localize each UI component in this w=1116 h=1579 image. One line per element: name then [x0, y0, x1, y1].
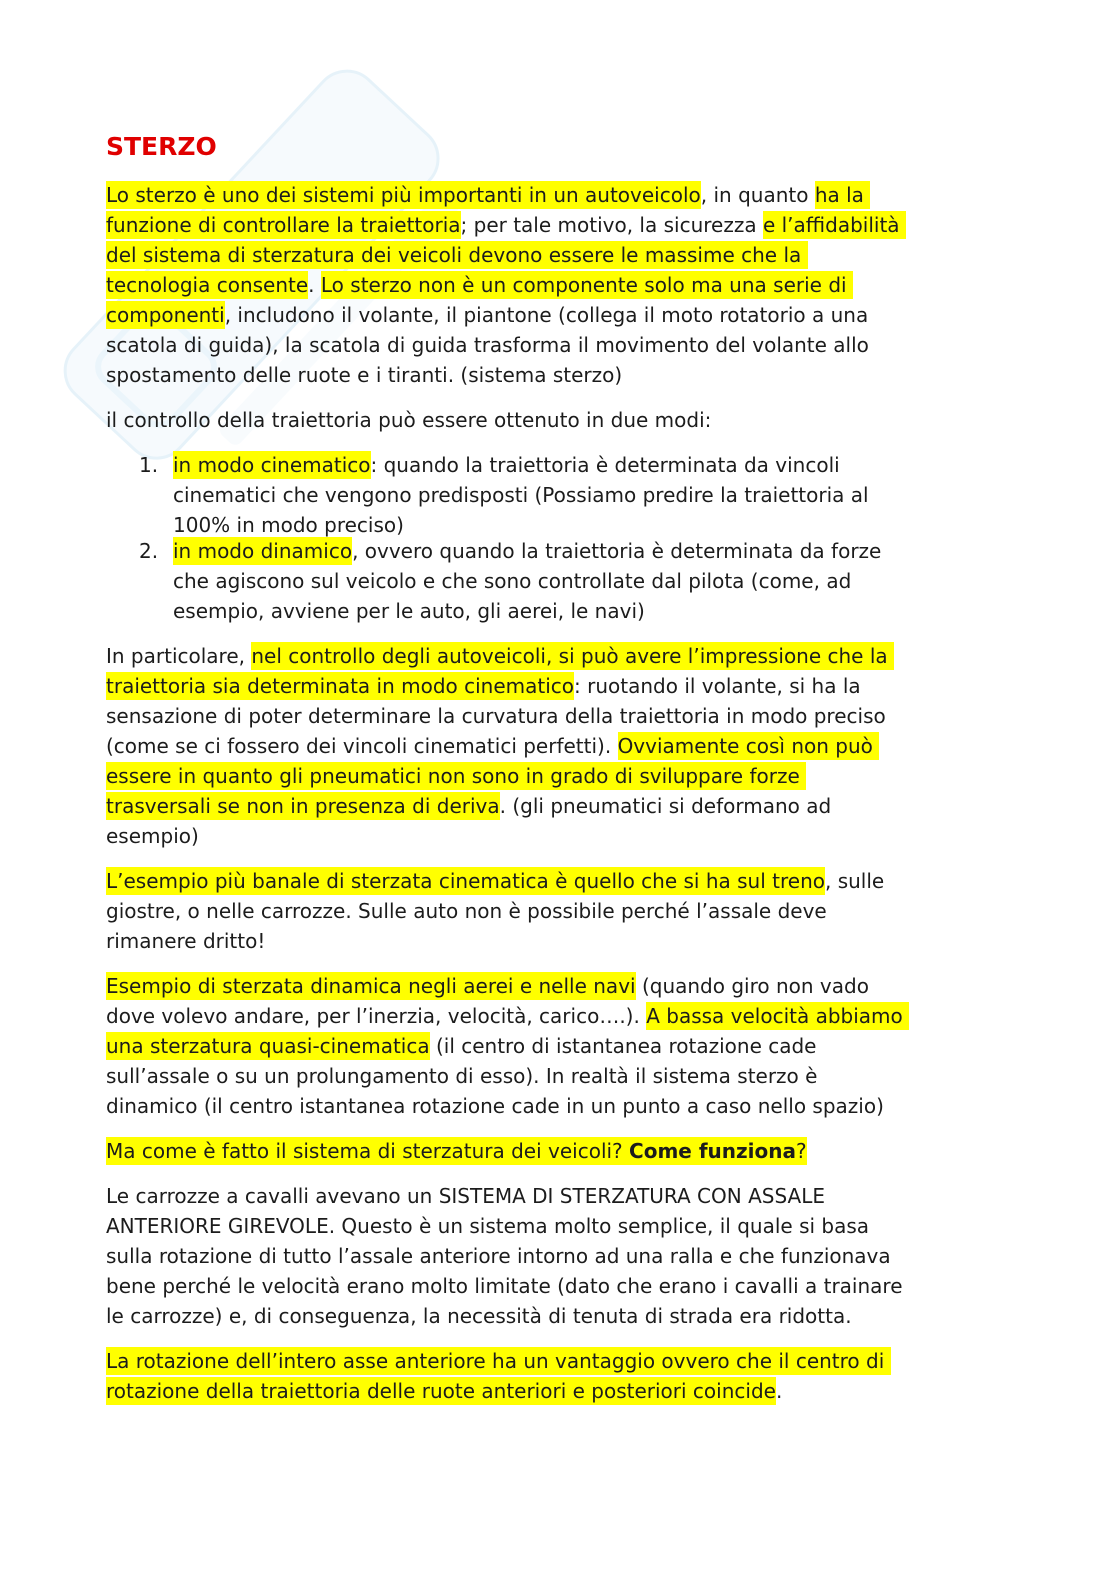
- text-line: [106, 641, 1086, 671]
- numbered-list: [106, 450, 1086, 626]
- text-line: [106, 1346, 1086, 1376]
- text-line: [173, 536, 1086, 566]
- body-text: : quando la traiettoria è determinata da vincoli: [370, 453, 840, 477]
- body-text: , in quanto: [700, 183, 815, 207]
- text-line: [173, 596, 1086, 626]
- paragraph: [106, 1346, 1086, 1406]
- body-text: : ruotando il volante, si ha la: [574, 674, 861, 698]
- body-text: spostamento delle ruote e i tiranti. (sistema sterzo): [106, 363, 623, 387]
- body-text: .: [775, 1379, 783, 1403]
- text-line: [106, 210, 1086, 240]
- highlighted-text: del sistema di sterzatura dei veicoli devono essere le massime che la: [106, 243, 808, 267]
- body-text: ANTERIORE GIREVOLE. Questo è un sistema molto semplice, il quale si basa: [106, 1214, 870, 1238]
- paragraph: [106, 180, 1086, 390]
- body-text: sull’assale o su un prolungamento di esso). In realtà il sistema sterzo è: [106, 1064, 818, 1088]
- highlighted-text: ha la: [814, 183, 871, 207]
- paragraph: [106, 971, 1086, 1121]
- body-text: 100% in modo preciso): [173, 513, 404, 537]
- body-text: rimanere dritto!: [106, 929, 266, 953]
- text-line: [106, 1376, 1086, 1406]
- highlighted-text: tecnologia consente: [106, 273, 309, 297]
- body-text: In particolare,: [106, 644, 252, 668]
- text-line: [106, 1181, 1086, 1211]
- body-text: (come se ci fossero dei vincoli cinematici perfetti).: [106, 734, 618, 758]
- body-text: che agiscono sul veicolo e che sono controllate dal pilota (come, ad: [173, 569, 852, 593]
- body-text: , sulle: [824, 869, 885, 893]
- highlighted-text: Lo sterzo è uno dei sistemi più importanti in un autoveicolo: [106, 183, 701, 207]
- text-line: [106, 1061, 1086, 1091]
- text-line: [106, 1091, 1086, 1121]
- page-title: STERZO: [106, 132, 217, 161]
- text-line: [106, 971, 1086, 1001]
- text-line: [106, 300, 1086, 330]
- text-line: [106, 896, 1086, 926]
- body-text: esempio): [106, 824, 199, 848]
- body-text: (il centro di istantanea rotazione cade: [429, 1034, 817, 1058]
- text-line: [106, 1001, 1086, 1031]
- highlighted-text: componenti: [106, 303, 225, 327]
- body-text: il controllo della traiettoria può essere ottenuto in due modi:: [106, 408, 712, 432]
- text-line: [173, 450, 1086, 480]
- paragraph: [106, 866, 1086, 956]
- body-text: , ovvero quando la traiettoria è determinata da forze: [352, 539, 882, 563]
- body-text: giostre, o nelle carrozze. Sulle auto non è possibile perché l’assale deve: [106, 899, 827, 923]
- body-text: , includono il volante, il piantone (collega il moto rotatorio a una: [224, 303, 869, 327]
- body-text: (quando giro non vado: [635, 974, 869, 998]
- text-line: [106, 405, 1086, 435]
- text-line: [106, 1241, 1086, 1271]
- paragraph: [106, 1181, 1086, 1331]
- body-text: . (gli pneumatici si deformano ad: [499, 794, 832, 818]
- text-line: [106, 761, 1086, 791]
- highlighted-text: Come funziona: [629, 1139, 796, 1163]
- list-item: [106, 450, 1086, 540]
- body-text: le carrozze) e, di conseguenza, la necessità di tenuta di strada era ridotta.: [106, 1304, 852, 1328]
- highlighted-text: Lo sterzo non è un componente solo ma una serie di: [320, 273, 853, 297]
- content-blocks: [106, 180, 1086, 1406]
- body-text: esempio, avviene per le auto, gli aerei, le navi): [173, 599, 645, 623]
- text-line: [106, 360, 1086, 390]
- text-line: [106, 866, 1086, 896]
- body-text: sulla rotazione di tutto l’assale anteriore intorno ad una ralla e che funzionava: [106, 1244, 891, 1268]
- highlighted-text: rotazione della traiettoria delle ruote anteriori e posteriori coincide: [106, 1379, 776, 1403]
- highlighted-text: e l’affidabilità: [762, 213, 906, 237]
- highlighted-text: nel controllo degli autoveicoli, si può avere l’impressione che la: [251, 644, 895, 668]
- text-line: [106, 240, 1086, 270]
- body-text: ; per tale motivo, la sicurezza: [460, 213, 763, 237]
- list-number: 1.: [139, 453, 159, 477]
- body-text: Le carrozze a cavalli avevano un SISTEMA DI STERZATURA CON ASSALE: [106, 1184, 825, 1208]
- body-text: .: [308, 273, 321, 297]
- paragraph: [106, 641, 1086, 851]
- text-line: [106, 701, 1086, 731]
- highlighted-text: Ma come è fatto il sistema di sterzatura dei veicoli?: [106, 1139, 630, 1163]
- text-line: [106, 671, 1086, 701]
- list-item: [106, 536, 1086, 626]
- text-line: [173, 566, 1086, 596]
- body-text: scatola di guida), la scatola di guida trasforma il movimento del volante allo: [106, 333, 869, 357]
- text-line: [106, 821, 1086, 851]
- body-text: dinamico (il centro istantanea rotazione cade in un punto a caso nello spazio): [106, 1094, 884, 1118]
- body-text: dove volevo andare, per l’inerzia, velocità, carico….).: [106, 1004, 647, 1028]
- document-body: [106, 132, 1086, 1421]
- highlighted-text: A bassa velocità abbiamo: [646, 1004, 910, 1028]
- text-line: [106, 270, 1086, 300]
- highlighted-text: La rotazione dell’intero asse anteriore ha un vantaggio ovvero che il centro di: [106, 1349, 891, 1373]
- text-line: [106, 791, 1086, 821]
- text-line: [106, 1301, 1086, 1331]
- paragraph: [106, 1136, 1086, 1166]
- text-line: [106, 1031, 1086, 1061]
- highlighted-text: ?: [795, 1139, 807, 1163]
- highlighted-text: trasversali se non in presenza di deriva: [106, 794, 500, 818]
- list-number: 2.: [139, 539, 159, 563]
- highlighted-text: Ovviamente così non può: [617, 734, 880, 758]
- text-line: [173, 480, 1086, 510]
- text-line: [106, 330, 1086, 360]
- highlighted-text: in modo dinamico: [173, 539, 353, 563]
- paragraph: [106, 405, 1086, 435]
- body-text: bene perché le velocità erano molto limitate (dato che erano i cavalli a trainare: [106, 1274, 903, 1298]
- highlighted-text: una sterzatura quasi-cinematica: [106, 1034, 430, 1058]
- text-line: [106, 926, 1086, 956]
- text-line: [106, 1211, 1086, 1241]
- highlighted-text: essere in quanto gli pneumatici non sono in grado di sviluppare forze: [106, 764, 807, 788]
- text-line: [106, 180, 1086, 210]
- highlighted-text: Esempio di sterzata dinamica negli aerei e nelle navi: [106, 974, 636, 998]
- highlighted-text: in modo cinematico: [173, 453, 371, 477]
- body-text: cinematici che vengono predisposti (Possiamo predire la traiettoria al: [173, 483, 869, 507]
- text-line: [106, 1136, 1086, 1166]
- body-text: sensazione di poter determinare la curvatura della traiettoria in modo preciso: [106, 704, 886, 728]
- text-line: [106, 731, 1086, 761]
- text-line: [106, 1271, 1086, 1301]
- highlighted-text: traiettoria sia determinata in modo cinematico: [106, 674, 575, 698]
- highlighted-text: funzione di controllare la traiettoria: [106, 213, 461, 237]
- highlighted-text: L’esempio più banale di sterzata cinematica è quello che si ha sul treno: [106, 869, 825, 893]
